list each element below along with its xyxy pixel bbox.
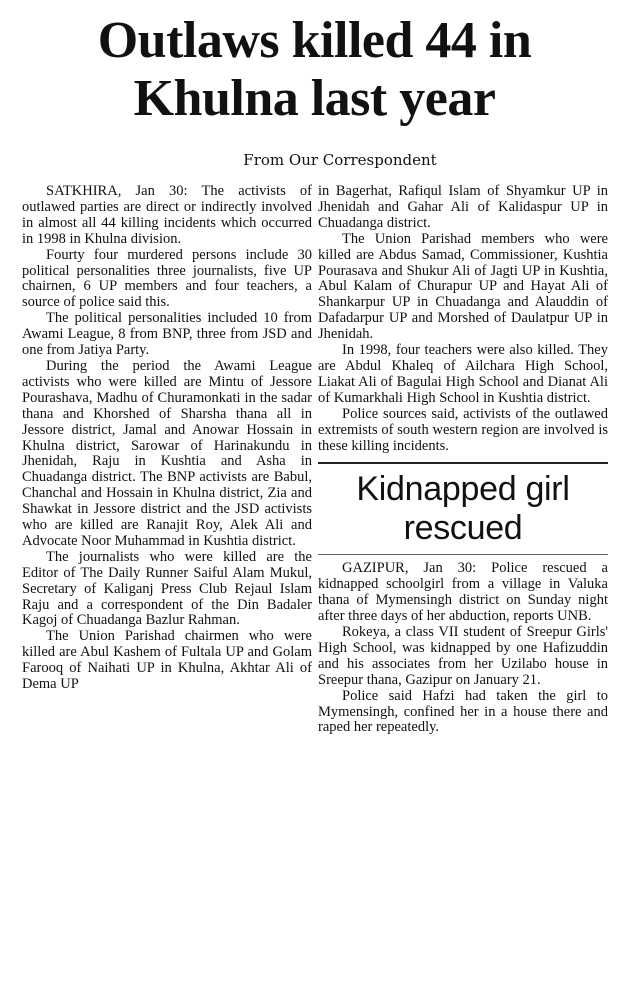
byline: From Our Correspondent [243,151,437,169]
headline-underline [318,554,608,555]
article-divider [318,462,608,464]
paragraph: Police sources said, activists of the outlawed extremists of south western region are involved is these killing incidents. [318,405,608,454]
paragraph-continued: in Bagerhat, Rafiqul Islam of Shyamkur UP in Jhenidah and Gahar Ali of Kalidaspur UP in Chuadanga district. [318,183,608,231]
second-headline-line-2: rescued [403,509,523,548]
paragraph: During the period the Awami League activists who were killed are Mintu of Jessore Pourashava, Madhu of Churamonkati in the sadar thana and Khorshed of Sharsha thana all in Jessore district, Jamal and Anowar Hossain in Khulna district, Sarowar of Harinakundu in Jhenidah, Raju in Kushtia and Asha in Chuadanga district. The BNP activists are Babul, Chanchal and Hossain in Khulna district, Zia and Shawkat in Jessore district and the JSD activists who are killed are Ranajit Roy, Alek Ali and Advocate Noor Muhammad in Kushtia district. [22,357,312,549]
main-headline-line-2: Khulna last year [133,70,496,127]
article-column-left [22,184,312,693]
second-headline [318,470,608,548]
paragraph: The Union Parishad chairmen who were killed are Abul Kashem of Fultala UP and Golam Farooq of Naihati UP in Khulna, Akhtar Ali of Dema UP [22,628,312,693]
second-headline-line-1: Kidnapped girl [356,470,570,509]
main-headline [6,12,623,128]
paragraph: Rokeya, a class VII student of Sreepur Girls' High School, was kidnapped by one Hafizuddin and his associates from her Uzilabo house in Sreepur thana, Gazipur on January 21. [318,624,608,688]
main-headline-line-1: Outlaws killed 44 in [97,12,532,69]
paragraph: The political personalities included 10 from Awami League, 8 from BNP, three from JSD and one from Jatiya Party. [22,310,312,359]
paragraph: Police said Hafzi had taken the girl to Mymensingh, confined her in a house there and raped her repeatedly. [318,687,608,736]
article-column-right [318,184,608,736]
paragraph: SATKHIRA, Jan 30: The activists of outlawed parties are direct or indirectly involved in almost all 44 killing incidents which occurred in 1998 in Khulna division. [22,183,312,247]
paragraph: GAZIPUR, Jan 30: Police rescued a kidnapped schoolgirl from a village in Valuka thana of Mymensingh district on Sunday night after three days of her abduction, reports UNB. [318,560,608,625]
paragraph: The Union Parishad members who were killed are Abdus Samad, Commissioner, Kushtia Pourasava and Shukur Ali of Jagti UP in Kushtia, Abul Kalam of Churapur UP and Hayat Ali of Shankarpur UP in Chuadanga and Alauddin of Dafadarpur UP and Morshed of Daulatpur UP in Jhenidah. [318,230,608,343]
paragraph: Fourty four murdered persons include 30 political personalities three journalists, five UP chairnen, 6 UP members and four teachers, a source of police said this. [22,246,312,311]
paragraph: The journalists who were killed are the Editor of The Daily Runner Saiful Alam Mukul, Secretary of Kaliganj Press Club Rejaul Islam Raju and a correspondent of the Din Badaler Kagoj of Chuadanga Bazlur Rahman. [22,548,312,629]
paragraph: In 1998, four teachers were also killed. They are Abdul Khaleq of Ailchara High School, Liakat Ali of Bagulai High School and Dianat Ali of Kumarkhali High School in Kushtia district. [318,342,608,406]
